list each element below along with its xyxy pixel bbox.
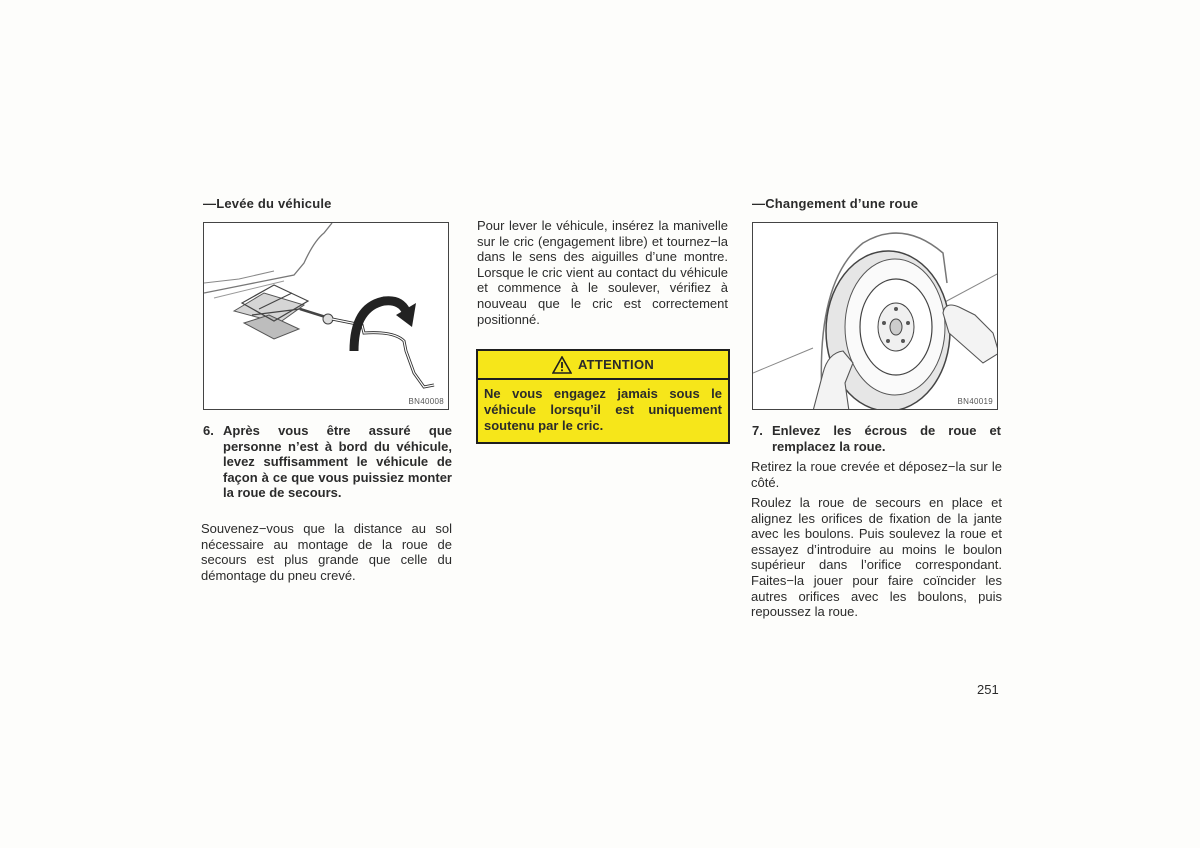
- wheel-drawing: [753, 223, 998, 410]
- step-number: 7.: [752, 423, 763, 438]
- warning-triangle-icon: [552, 356, 572, 374]
- page-number: 251: [977, 682, 999, 697]
- paragraph-remove-wheel: Retirez la roue crevée et déposez−la sur le côté.: [751, 459, 1002, 490]
- warning-box: [476, 349, 730, 444]
- step-text: Après vous être assuré que personne n’est à bord du véhicule, levez suffisamment le véhicule de façon à ce que vous puissiez monter la roue de secours.: [223, 423, 452, 501]
- jack-illustration: [203, 222, 449, 410]
- section-heading-wheel-change: —Changement d’une roue: [752, 196, 919, 211]
- wheel-illustration: [752, 222, 998, 410]
- step-7: [752, 423, 1001, 454]
- step-text: Enlevez les écrous de roue et remplacez la roue.: [772, 423, 1001, 454]
- paragraph-ground-clearance: Souvenez−vous que la distance au sol nécessaire au montage de la roue de secours est plus grande que celle du démontage du pneu crevé.: [201, 521, 452, 583]
- figure-code: BN40008: [408, 397, 444, 406]
- warning-header: [478, 351, 728, 380]
- step-6: [203, 423, 452, 501]
- step-number: 6.: [203, 423, 214, 438]
- paragraph-mount-spare: Roulez la roue de secours en place et alignez les orifices de fixation de la jante avec les boulons. Puis soulevez la roue et essayez d’introduire au moins le boulon supérieur dans l’orifice correspondant. Faites−la jouer pour faire coïncider les autres orifices avec les boulons, puis repoussez la roue.: [751, 495, 1002, 620]
- jack-drawing: [204, 223, 449, 410]
- figure-code: BN40019: [957, 397, 993, 406]
- warning-text: Ne vous engagez jamais sous le véhicule lorsqu’il est uniquement soutenu par le cric.: [484, 386, 722, 433]
- paragraph-lifting-instructions: Pour lever le véhicule, insérez la manivelle sur le cric (engagement libre) et tournez−la dans le sens des aiguilles d’une montre. Lorsque le cric vient au contact du véhicule et commence à le soulever, vérifiez à nouveau que le cric est correctement positionné.: [477, 218, 728, 327]
- warning-title: ATTENTION: [577, 357, 655, 372]
- section-heading-vehicle-lift: —Levée du véhicule: [203, 196, 332, 211]
